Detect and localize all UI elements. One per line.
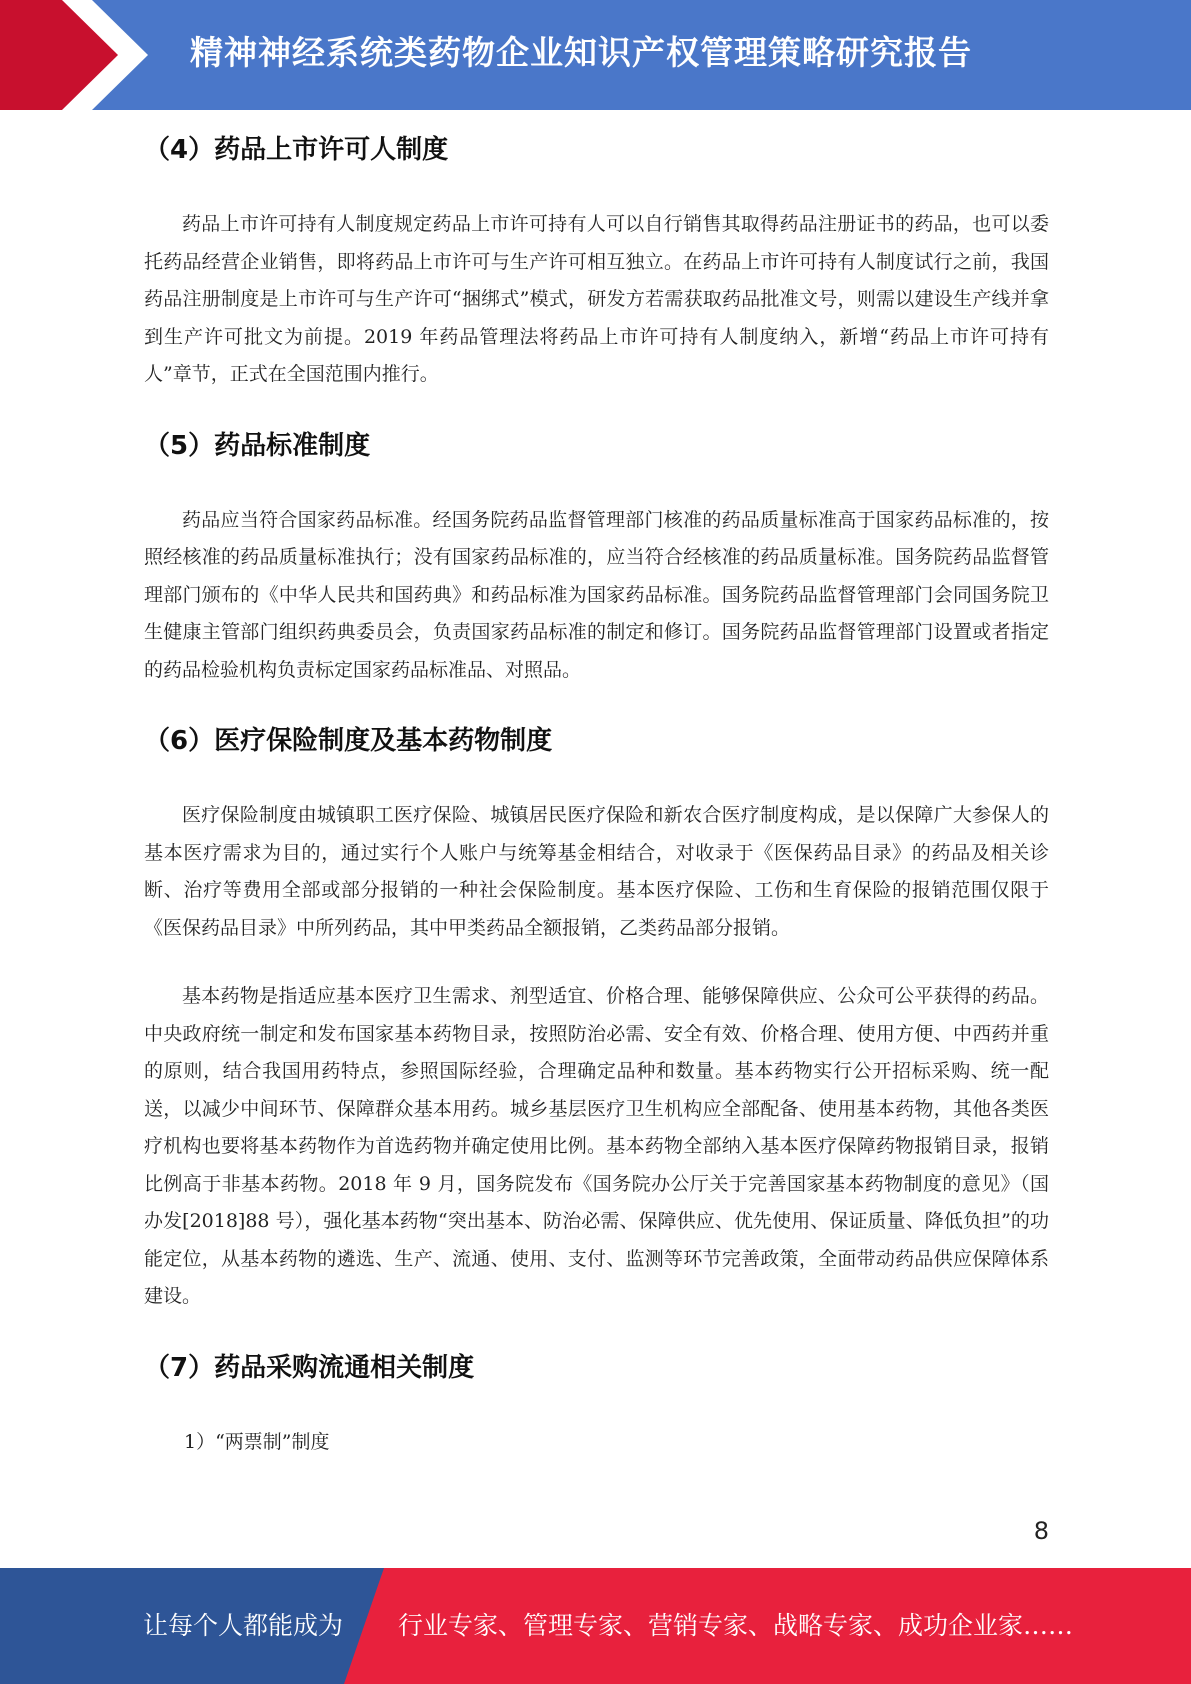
paragraph: 医疗保险制度由城镇职工医疗保险、城镇居民医疗保险和新农合医疗制度构成，是以保障广大参保人的基本医疗需求为目的，通过实行个人账户与统筹基金相结合，对收录于《医保药品目录》的药品及相关诊断、治疗等费用全部或部分报销的一种社会保险制度。基本医疗保险、工伤和生育保险的报销范围仅限于《医保药品目录》中所列药品，其中甲类药品全额报销，乙类药品部分报销。: [144, 804, 1049, 939]
page-number: 8: [1033, 1517, 1049, 1545]
paragraph: 药品应当符合国家药品标准。经国务院药品监督管理部门核准的药品质量标准高于国家药品标准的，按照经核准的药品质量标准执行；没有国家药品标准的，应当符合经核准的药品质量标准。国务院药品监督管理部门颁布的《中华人民共和国药典》和药品标准为国家药品标准。国务院药品监督管理部门会同国务院卫生健康主管部门组织药典委员会，负责国家药品标准的制定和修订。国务院药品监督管理部门设置或者指定的药品检验机构负责标定国家药品标准品、对照品。: [144, 508, 1049, 681]
header-chevron-icon: [0, 0, 150, 110]
footer-slogan-left: 让每个人都能成为: [143, 1611, 344, 1640]
section-heading-4: （4）药品上市许可人制度: [144, 135, 449, 165]
document-body: [144, 128, 1049, 1461]
section-heading-6: （6）医疗保险制度及基本药物制度: [144, 726, 553, 756]
footer-slogan-right: 行业专家、管理专家、营销专家、战略专家、成功企业家……: [398, 1611, 1074, 1640]
list-item: 1）“两票制”制度: [184, 1430, 330, 1453]
section-heading-7: （7）药品采购流通相关制度: [144, 1352, 475, 1383]
report-title: 精神神经系统类药物企业知识产权管理策略研究报告: [190, 33, 972, 72]
paragraph: 基本药物是指适应基本医疗卫生需求、剂型适宜、价格合理、能够保障供应、公众可公平获得的药品。中央政府统一制定和发布国家基本药物目录，按照防治必需、安全有效、价格合理、使用方便、中西药并重的原则，结合我国用药特点，参照国际经验，合理确定品种和数量。基本药物实行公开招标采购、统一配送，以减少中间环节、保障群众基本用药。城乡基层医疗卫生机构应全部配备、使用基本药物，其他各类医疗机构也要将基本药物作为首选药物并确定使用比例。基本药物全部纳入基本医疗保障药物报销目录，报销比例高于非基本药物。2018 年 9 月，国务院发布《国务院办公厅关于完善国家基本药物制度的意见》（国办发[2018]88 号），强化基本药物“突出基本、防治必需、保障供应、优先使用、保证质量、降低负担”的功能定位，从基本药物的遴选、生产、流通、使用、支付、监测等环节完善政策，全面带动药品供应保障体系建设。: [144, 985, 1049, 1307]
section-heading-5: （5）药品标准制度: [144, 430, 371, 461]
paragraph: 药品上市许可持有人制度规定药品上市许可持有人可以自行销售其取得药品注册证书的药品，也可以委托药品经营企业销售，即将药品上市许可与生产许可相互独立。在药品上市许可持有人制度试行之前，我国药品注册制度是上市许可与生产许可“捆绑式”模式，研发方若需获取药品批准文号，则需以建设生产线并拿到生产许可批文为前提。2019 年药品管理法将药品上市许可持有人制度纳入，新增“药品上市许可持有人”章节，正式在全国范围内推行。: [144, 213, 1049, 385]
page-header: [0, 0, 1191, 110]
page-footer: [0, 1568, 1191, 1684]
